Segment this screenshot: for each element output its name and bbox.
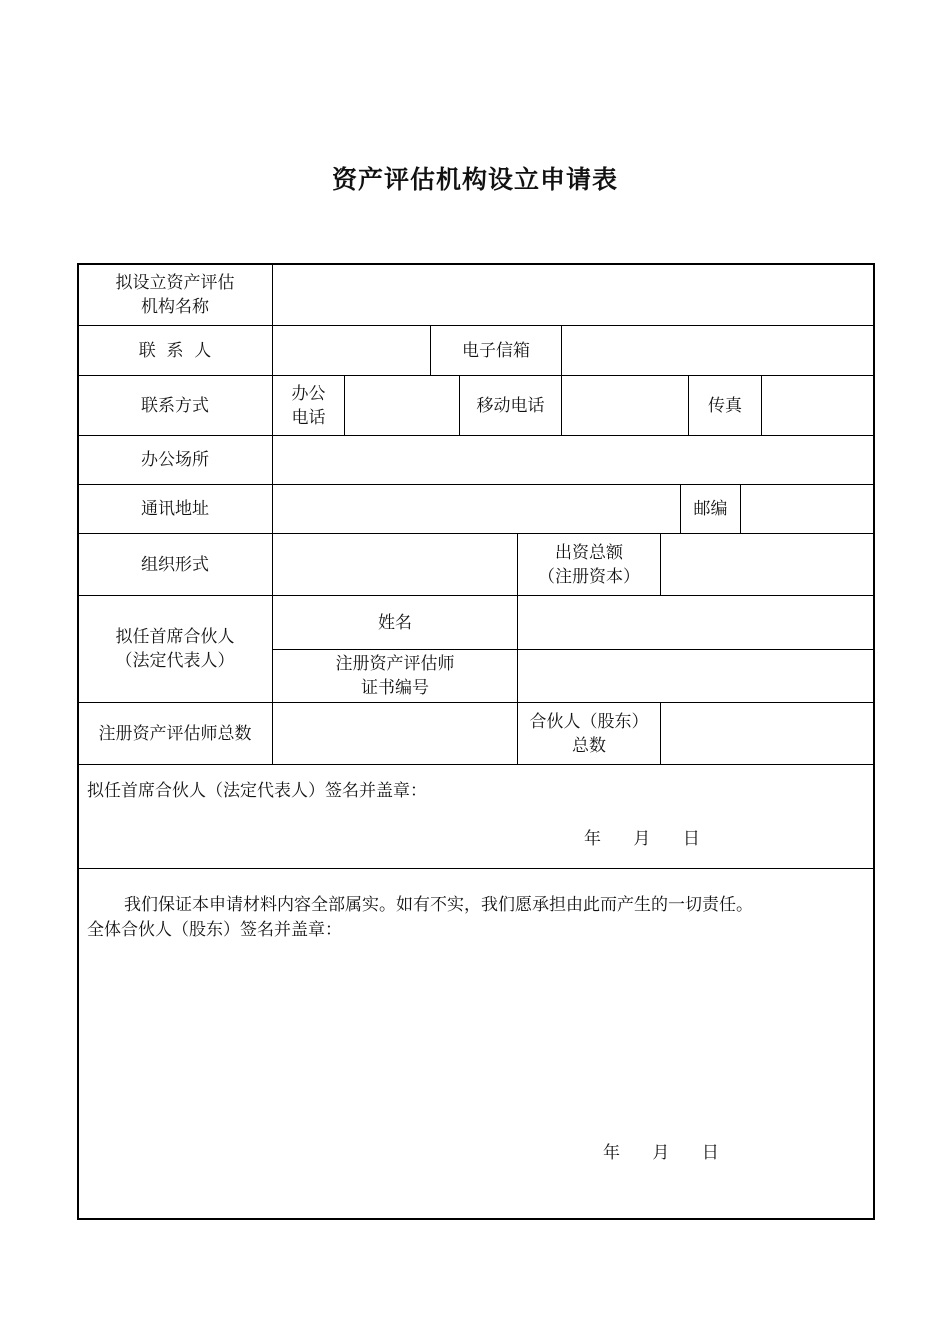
office-location-field[interactable]	[272, 435, 874, 485]
mailing-address-label: 通讯地址	[77, 484, 273, 534]
guarantee-statement: 我们保证本申请材料内容全部属实。如有不实，我们愿承担由此而产生的一切责任。	[124, 895, 753, 915]
org-name-label: 拟设立资产评估 机构名称	[77, 263, 273, 326]
mobile-field[interactable]	[561, 375, 689, 436]
name-label: 姓名	[272, 595, 518, 650]
contact-person-label: 联 系 人	[77, 325, 273, 376]
office-phone-field[interactable]	[344, 375, 460, 436]
all-partners-signature-box[interactable]	[77, 868, 874, 1219]
mailing-address-field[interactable]	[272, 484, 681, 534]
capital-label: 出资总额 （注册资本）	[517, 533, 661, 596]
contact-method-label: 联系方式	[77, 375, 273, 436]
email-label: 电子信箱	[430, 325, 562, 376]
fax-label: 传真	[688, 375, 762, 436]
postcode-field[interactable]	[740, 484, 874, 534]
office-phone-label: 办公 电话	[272, 375, 345, 436]
fax-field[interactable]	[761, 375, 874, 436]
chief-partner-signature-box[interactable]	[77, 764, 874, 869]
mobile-label: 移动电话	[459, 375, 562, 436]
cert-no-label: 注册资产评估师 证书编号	[272, 649, 518, 703]
capital-field[interactable]	[660, 533, 874, 596]
total-appraisers-field[interactable]	[272, 702, 518, 765]
chief-partner-signature-date: 年 月 日	[584, 829, 700, 849]
all-partners-signature-date: 年 月 日	[603, 1143, 719, 1163]
name-field[interactable]	[517, 595, 874, 650]
chief-partner-label: 拟任首席合伙人 （法定代表人）	[77, 595, 273, 703]
email-field[interactable]	[561, 325, 874, 376]
postcode-label: 邮编	[680, 484, 741, 534]
page-title: 资产评估机构设立申请表	[331, 165, 618, 194]
office-location-label: 办公场所	[77, 435, 273, 485]
chief-partner-signature-label: 拟任首席合伙人（法定代表人）签名并盖章：	[87, 781, 427, 801]
all-partners-signature-label: 全体合伙人（股东）签名并盖章：	[87, 920, 342, 940]
cert-no-field[interactable]	[517, 649, 874, 703]
org-form-label: 组织形式	[77, 533, 273, 596]
total-appraisers-label: 注册资产评估师总数	[77, 702, 273, 765]
total-partners-label: 合伙人（股东） 总数	[517, 702, 661, 765]
org-name-field[interactable]	[272, 263, 874, 326]
contact-person-field[interactable]	[272, 325, 431, 376]
org-form-field[interactable]	[272, 533, 518, 596]
total-partners-field[interactable]	[660, 702, 874, 765]
